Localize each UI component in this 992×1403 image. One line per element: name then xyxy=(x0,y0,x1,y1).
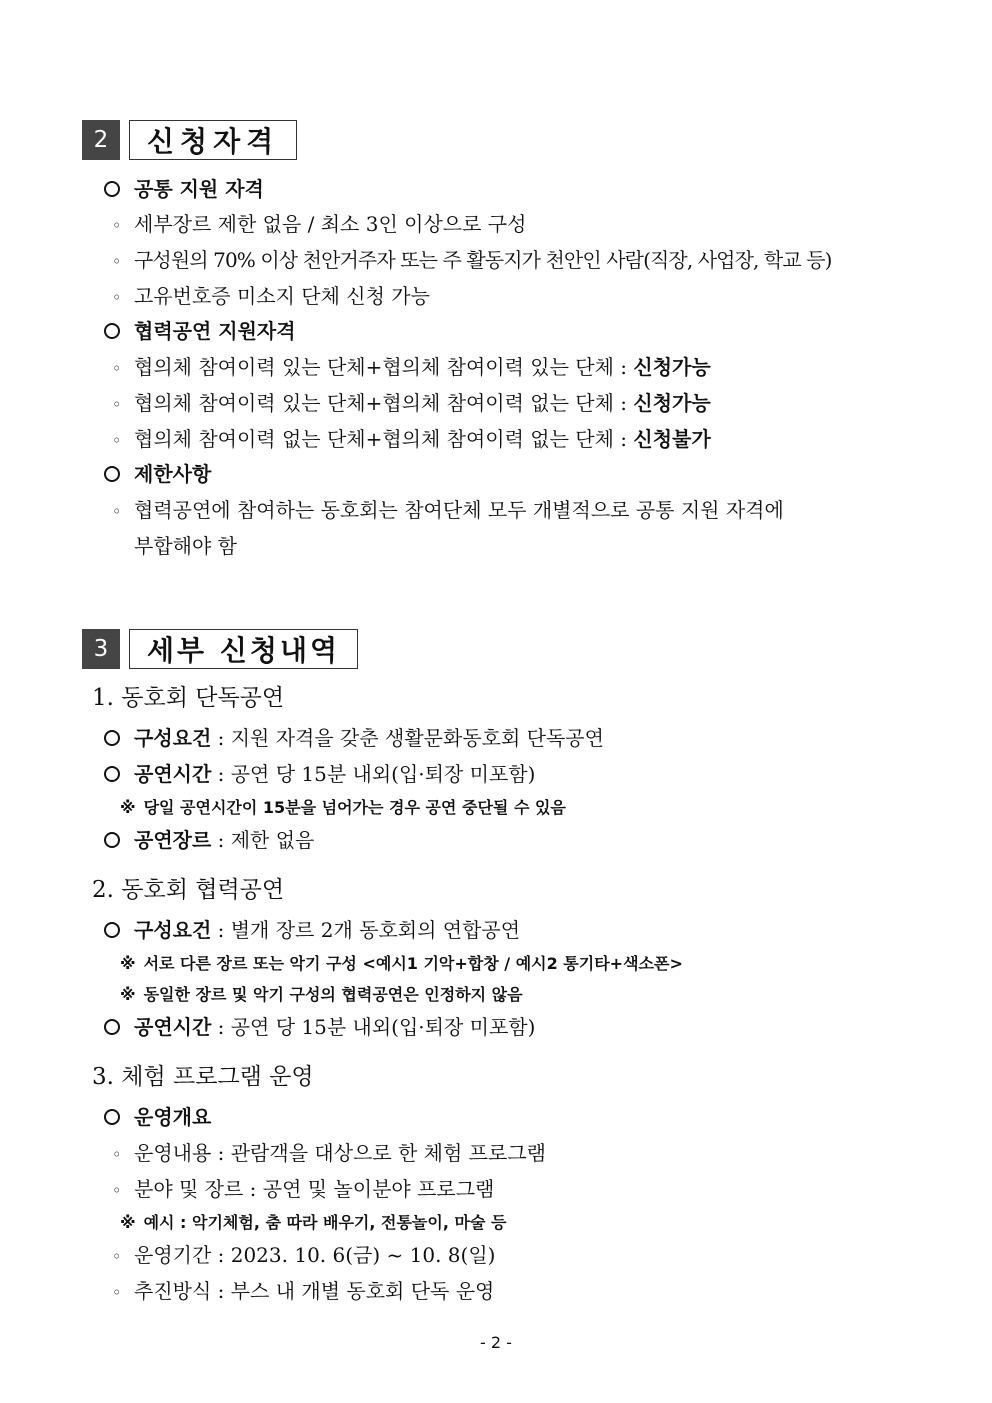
note-mark-icon: ※ xyxy=(120,954,136,973)
section-number: 2 xyxy=(82,120,120,160)
ring-bullet-icon xyxy=(104,832,120,848)
section-title: 신청자격 xyxy=(129,120,297,160)
section-3-header xyxy=(82,629,358,669)
dot-bullet-icon: ◦ xyxy=(112,216,122,235)
list-item: ◦ 추진방식 : 부스 내 개별 동호회 단독 운영 xyxy=(112,1276,494,1308)
note-mark-icon: ※ xyxy=(120,985,136,1004)
list-item: 구성요건 : 지원 자격을 갖춘 생활문화동호회 단독공연 xyxy=(104,723,604,753)
subsection-title: 3. 체험 프로그램 운영 xyxy=(92,1064,314,1090)
note-mark-icon: ※ xyxy=(120,1213,136,1232)
subsection-title: 1. 동호회 단독공연 xyxy=(92,685,285,711)
ring-bullet-icon xyxy=(104,766,120,782)
section-number: 3 xyxy=(82,629,120,669)
ring-bullet-icon xyxy=(104,181,120,197)
list-item: ◦ 운영내용 : 관람객을 대상으로 한 체험 프로그램 xyxy=(112,1138,546,1170)
subsection-title: 2. 동호회 협력공연 xyxy=(92,877,285,903)
ring-bullet-icon xyxy=(104,323,120,339)
dot-bullet-icon: ◦ xyxy=(112,1181,122,1200)
list-item-continuation: 부합해야 함 xyxy=(134,534,237,558)
dot-bullet-icon: ◦ xyxy=(112,1145,122,1164)
ring-bullet-icon xyxy=(104,1109,120,1125)
dot-bullet-icon: ◦ xyxy=(112,1247,122,1266)
list-item: 공연시간 : 공연 당 15분 내외(입·퇴장 미포함) xyxy=(104,759,535,789)
dot-bullet-icon: ◦ xyxy=(112,395,122,414)
ring-bullet-icon xyxy=(104,922,120,938)
group-heading: 협력공연 지원자격 xyxy=(104,316,296,346)
note-mark-icon: ※ xyxy=(120,798,136,817)
section-2-header xyxy=(82,120,297,160)
dot-bullet-icon: ◦ xyxy=(112,502,122,521)
section-title: 세부 신청내역 xyxy=(129,629,358,669)
group-heading: 공통 지원 자격 xyxy=(104,174,264,204)
list-item: ◦ 협의체 참여이력 있는 단체+협의체 참여이력 없는 단체 : 신청가능 xyxy=(112,388,711,420)
dot-bullet-icon: ◦ xyxy=(112,288,122,307)
group-heading: 제한사항 xyxy=(104,459,211,489)
list-item: ◦ 협의체 참여이력 없는 단체+협의체 참여이력 없는 단체 : 신청불가 xyxy=(112,424,711,456)
list-item: 구성요건 : 별개 장르 2개 동호회의 연합공연 xyxy=(104,915,520,945)
list-item: ◦ 협의체 참여이력 있는 단체+협의체 참여이력 있는 단체 : 신청가능 xyxy=(112,352,711,384)
dot-bullet-icon: ◦ xyxy=(112,252,122,271)
list-item: ◦ 운영기간 : 2023. 10. 6(금) ~ 10. 8(일) xyxy=(112,1240,495,1272)
group-heading: 운영개요 xyxy=(104,1102,211,1132)
note: ※ 당일 공연시간이 15분을 넘어가는 경우 공연 중단될 수 있음 xyxy=(120,798,566,817)
page-number: - 2 - xyxy=(480,1333,512,1352)
dot-bullet-icon: ◦ xyxy=(112,1283,122,1302)
note: ※ 예시 : 악기체험, 춤 따라 배우기, 전통놀이, 마술 등 xyxy=(120,1213,507,1232)
list-item: ◦ 분야 및 장르 : 공연 및 놀이분야 프로그램 xyxy=(112,1174,494,1206)
list-item: 공연시간 : 공연 당 15분 내외(입·퇴장 미포함) xyxy=(104,1012,535,1042)
note: ※ 서로 다른 장르 또는 악기 구성 <예시1 기악+합창 / 예시2 통기타+색소폰> xyxy=(120,954,683,973)
list-item: ◦ 세부장르 제한 없음 / 최소 3인 이상으로 구성 xyxy=(112,209,526,241)
dot-bullet-icon: ◦ xyxy=(112,431,122,450)
list-item: ◦ 고유번호증 미소지 단체 신청 가능 xyxy=(112,281,430,313)
ring-bullet-icon xyxy=(104,466,120,482)
note: ※ 동일한 장르 및 악기 구성의 협력공연은 인정하지 않음 xyxy=(120,985,523,1004)
ring-bullet-icon xyxy=(104,730,120,746)
ring-bullet-icon xyxy=(104,1019,120,1035)
list-item: ◦ 구성원의 70% 이상 천안거주자 또는 주 활동지가 천안인 사람(직장, 사업장, 학교 등) xyxy=(112,245,832,277)
list-item: ◦ 협력공연에 참여하는 동호회는 참여단체 모두 개별적으로 공통 지원 자격에 xyxy=(112,495,784,527)
dot-bullet-icon: ◦ xyxy=(112,359,122,378)
list-item: 공연장르 : 제한 없음 xyxy=(104,825,314,855)
